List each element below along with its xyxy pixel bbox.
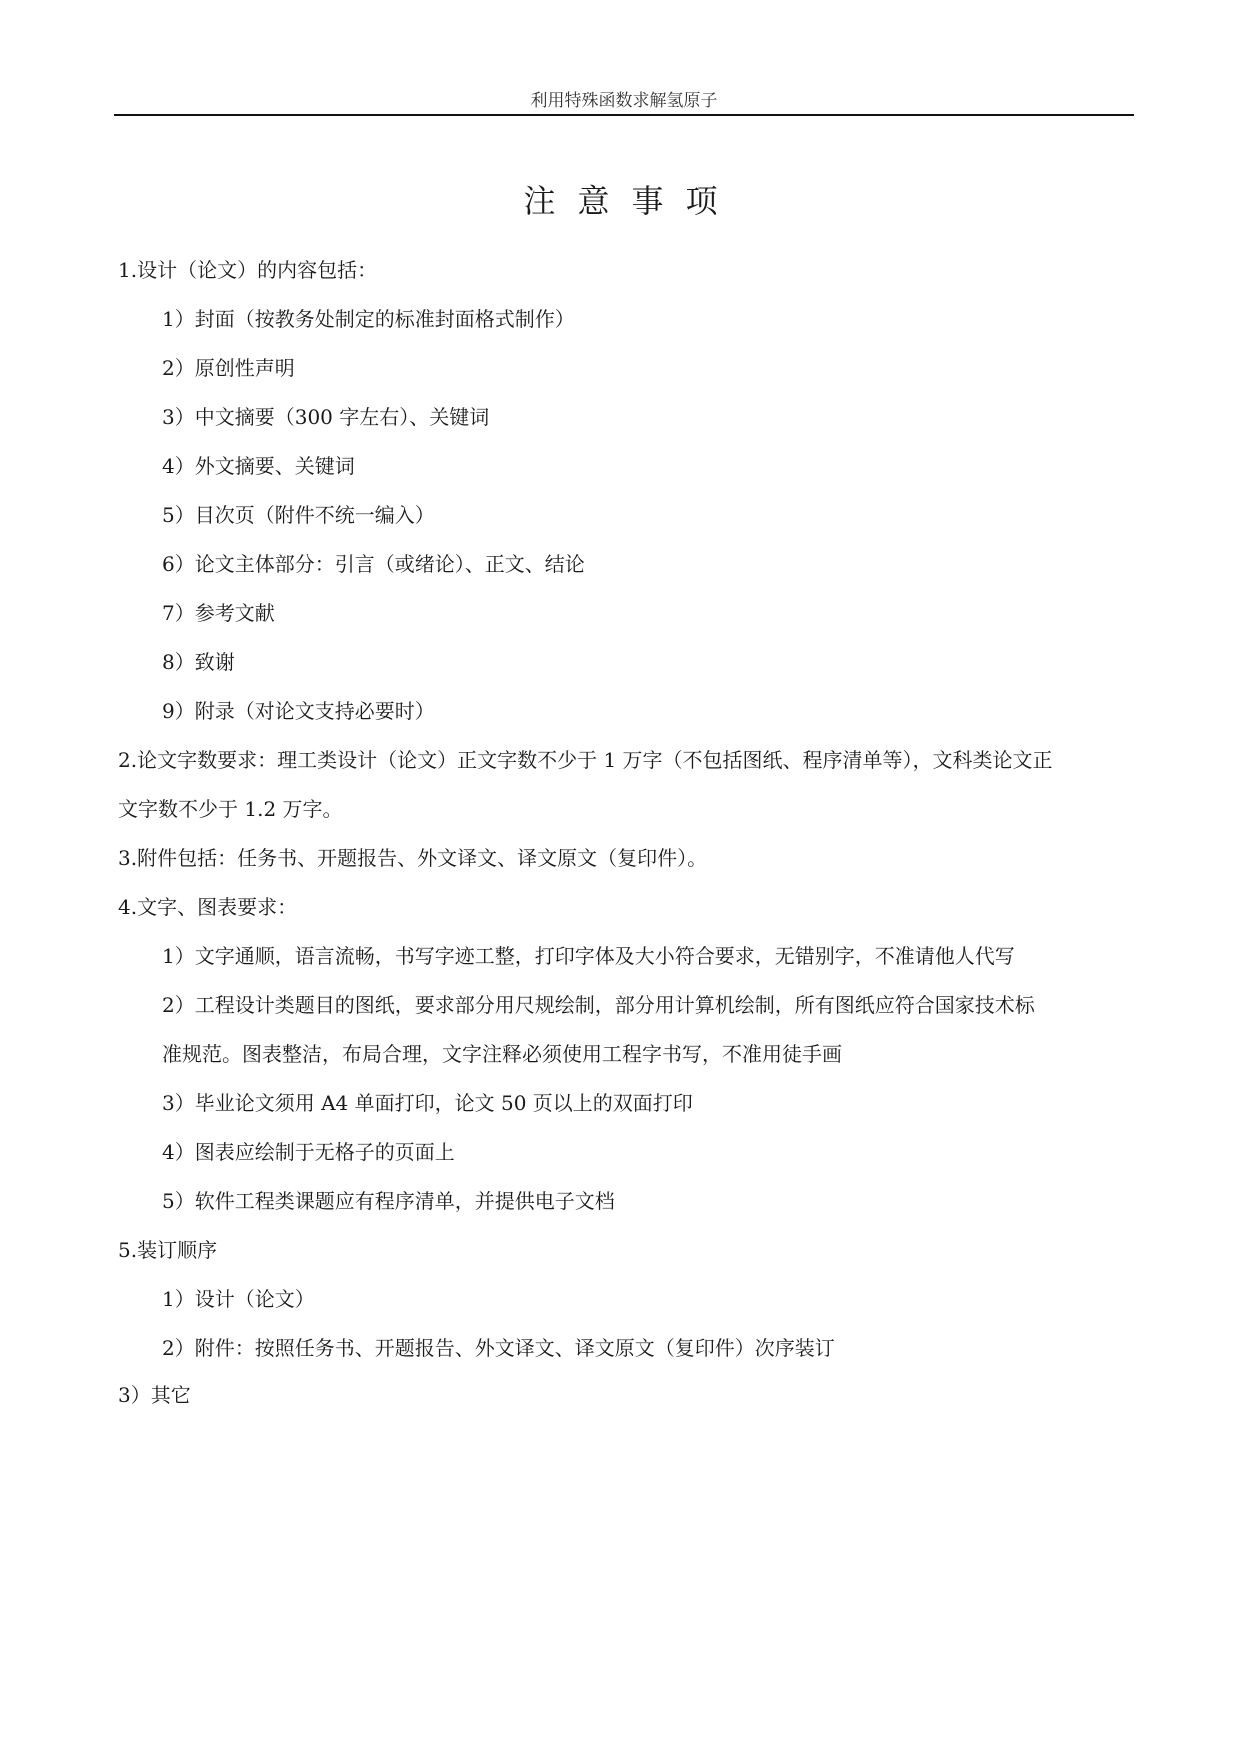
text-line: 9）附录（对论文支持必要时） bbox=[162, 699, 435, 723]
page-title: 注意事项 bbox=[523, 182, 740, 220]
running-header: 利用特殊函数求解氢原子 bbox=[530, 91, 718, 111]
text-line: 4.文字、图表要求： bbox=[118, 895, 298, 919]
text-line: 5）目次页（附件不统一编入） bbox=[162, 503, 435, 527]
text-line: 8）致谢 bbox=[162, 650, 235, 674]
text-line: 1）文字通顺，语言流畅，书写字迹工整，打印字体及大小符合要求，无错别字，不准请他人代写 bbox=[162, 944, 1015, 968]
text-line: 2）附件：按照任务书、开题报告、外文译文、译文原文（复印件）次序装订 bbox=[162, 1336, 835, 1360]
text-line: 2）原创性声明 bbox=[162, 356, 295, 380]
text-line: 3.附件包括：任务书、开题报告、外文译文、译文原文（复印件）。 bbox=[118, 846, 708, 870]
header-rule bbox=[114, 114, 1134, 116]
text-line: 1）设计（论文） bbox=[162, 1287, 315, 1311]
text-line: 4）图表应绘制于无格子的页面上 bbox=[162, 1140, 455, 1164]
text-line: 2）工程设计类题目的图纸，要求部分用尺规绘制，部分用计算机绘制，所有图纸应符合国家技术标 bbox=[162, 993, 1035, 1017]
text-line: 文字数不少于 1.2 万字。 bbox=[118, 797, 343, 821]
text-line: 3）毕业论文须用 A4 单面打印，论文 50 页以上的双面打印 bbox=[162, 1091, 693, 1115]
text-line: 准规范。图表整洁，布局合理，文字注释必须使用工程字书写，不准用徒手画 bbox=[162, 1042, 842, 1066]
text-line: 1.设计（论文）的内容包括： bbox=[118, 258, 378, 282]
text-line: 2.论文字数要求：理工类设计（论文）正文字数不少于 1 万字（不包括图纸、程序清单等），文科类论文正 bbox=[118, 748, 1053, 772]
text-line: 6）论文主体部分：引言（或绪论）、正文、结论 bbox=[162, 552, 585, 576]
text-line: 5.装订顺序 bbox=[118, 1238, 218, 1262]
text-line: 4）外文摘要、关键词 bbox=[162, 454, 355, 478]
text-line: 1）封面（按教务处制定的标准封面格式制作） bbox=[162, 307, 575, 331]
text-line: 5）软件工程类课题应有程序清单，并提供电子文档 bbox=[162, 1189, 615, 1213]
text-line: 3）中文摘要（300 字左右）、关键词 bbox=[162, 405, 490, 429]
text-line: 7）参考文献 bbox=[162, 601, 275, 625]
text-line: 3）其它 bbox=[118, 1383, 191, 1407]
